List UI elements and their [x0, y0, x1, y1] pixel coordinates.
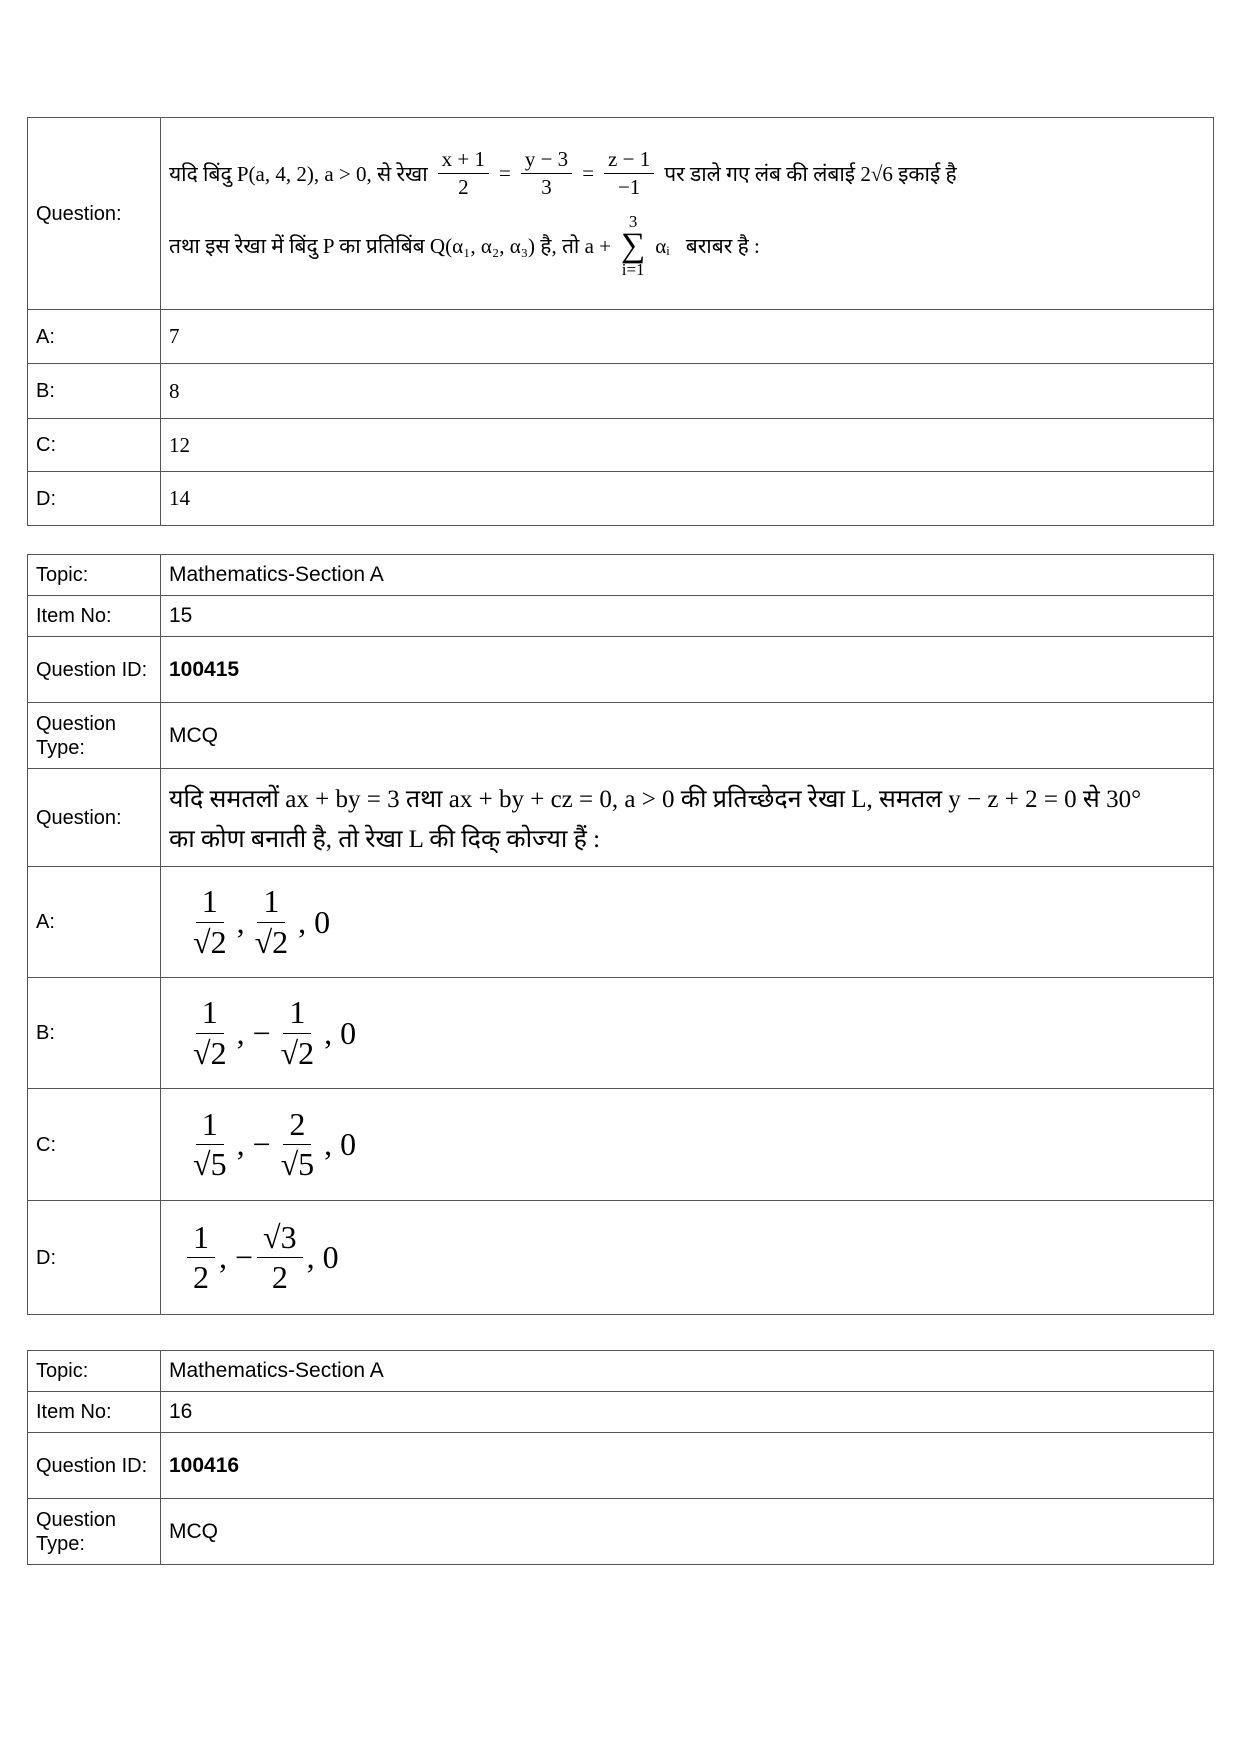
option-tail: , 0	[324, 1126, 357, 1162]
option-a-value	[161, 867, 1214, 978]
option-a-label: A:	[28, 867, 161, 978]
question-type-label: Question Type:	[28, 1499, 161, 1565]
question-id-value: 100415	[161, 637, 1214, 703]
option-a-value: 7	[161, 310, 1214, 364]
question-line-2	[169, 213, 1205, 279]
option-d-value: 14	[161, 472, 1214, 526]
fraction-numerator: 1	[196, 995, 224, 1033]
option-tail: , 0	[298, 903, 331, 940]
option-b-value: 8	[161, 364, 1214, 419]
question-text-part: बराबर है :	[685, 234, 760, 259]
fraction-numerator: x + 1	[438, 148, 489, 174]
equals-sign: =	[582, 161, 595, 185]
option-b-label: B:	[28, 978, 161, 1089]
fraction-denominator: √2	[193, 1034, 227, 1071]
equals-sign: =	[499, 161, 511, 185]
question-id-value: 100416	[161, 1433, 1214, 1499]
option-tail: , 0	[324, 1014, 357, 1051]
question-text	[161, 118, 1214, 310]
item-no-value: 15	[161, 596, 1214, 637]
fraction-denominator: −1	[617, 175, 641, 199]
summation-sign: ∑	[621, 227, 646, 265]
question-text	[161, 769, 1214, 867]
fraction-numerator: 2	[283, 1107, 311, 1145]
question-id-label: Question ID:	[28, 1433, 161, 1499]
fraction	[521, 148, 572, 199]
fraction	[187, 1220, 215, 1295]
fraction-numerator: √3	[257, 1220, 303, 1258]
separator: , −	[236, 1126, 271, 1162]
option-c-label: C:	[28, 419, 161, 472]
topic-label: Topic:	[28, 1351, 161, 1392]
option-tail: , 0	[306, 1239, 339, 1275]
question-line-1	[169, 148, 1205, 199]
question-line-1: यदि समतलों ax + by = 3 तथा ax + by + cz = 0, a > 0 की प्रतिच्छेदन रेखा L, समतल y − z + 2 = 0 से 30°	[169, 785, 1142, 813]
option-d-label: D:	[28, 472, 161, 526]
fraction-numerator: 1	[187, 1220, 215, 1258]
option-c-label: C:	[28, 1089, 161, 1201]
fraction-numerator: 1	[196, 884, 224, 922]
fraction-denominator: 2	[458, 175, 469, 199]
question-type-value: MCQ	[161, 1499, 1214, 1565]
fraction-denominator: 2	[193, 1259, 209, 1295]
fraction-denominator: √5	[193, 1146, 227, 1182]
item-no-label: Item No:	[28, 1392, 161, 1433]
topic-label: Topic:	[28, 555, 161, 596]
option-b-label: B:	[28, 364, 161, 419]
option-b-value	[161, 978, 1214, 1089]
fraction-denominator: 2	[271, 1259, 288, 1295]
fraction	[275, 995, 321, 1070]
question-line-2: का कोण बनाती है, तो रेखा L की दिक् कोज्या हैं :	[169, 825, 601, 853]
fraction-numerator: 1	[283, 995, 311, 1033]
fraction-numerator: z − 1	[604, 148, 654, 174]
fraction	[249, 884, 295, 959]
separator: , −	[219, 1239, 254, 1275]
fraction	[438, 148, 489, 199]
fraction-numerator: 1	[257, 884, 285, 922]
fraction	[257, 1220, 303, 1295]
question-id-label: Question ID:	[28, 637, 161, 703]
option-d-value	[161, 1201, 1214, 1315]
question-type-label: Question Type:	[28, 703, 161, 769]
summation	[621, 213, 645, 279]
summation-upper-limit: 3	[628, 212, 638, 232]
fraction-numerator: 1	[196, 1107, 224, 1145]
question-text-part: तथा इस रेखा में बिंदु P का प्रतिबिंब Q(α₁, α₂, α₃) है, तो a +	[169, 234, 612, 259]
question-type-value: MCQ	[161, 703, 1214, 769]
summation-lower-limit: i=1	[621, 260, 645, 280]
option-c-value: 12	[161, 419, 1214, 472]
option-d-label: D:	[28, 1201, 161, 1315]
topic-value: Mathematics-Section A	[161, 555, 1214, 596]
question-table-14	[27, 117, 1214, 526]
topic-value: Mathematics-Section A	[161, 1351, 1214, 1392]
summation-term: αᵢ	[655, 233, 670, 258]
question-table-16	[27, 1350, 1214, 1565]
fraction	[604, 148, 654, 199]
item-no-label: Item No:	[28, 596, 161, 637]
separator: ,	[236, 903, 245, 940]
option-c-value	[161, 1089, 1214, 1201]
question-table-15	[27, 554, 1214, 1315]
fraction-denominator: √2	[193, 923, 227, 960]
question-text-part: पर डाले गए लंब की लंबाई 2√6 इकाई है	[664, 161, 957, 186]
fraction-denominator: √2	[254, 923, 289, 960]
fraction	[187, 884, 233, 959]
separator: , −	[236, 1014, 271, 1051]
fraction-numerator: y − 3	[521, 148, 572, 174]
fraction	[275, 1107, 321, 1182]
fraction-denominator: √5	[280, 1146, 315, 1182]
question-label: Question:	[28, 118, 161, 310]
fraction	[187, 1107, 233, 1182]
option-a-label: A:	[28, 310, 161, 364]
question-label: Question:	[28, 769, 161, 867]
fraction-denominator: 3	[541, 175, 552, 199]
question-text-part: यदि बिंदु P(a, 4, 2), a > 0, से रेखा	[169, 161, 428, 186]
fraction-denominator: √2	[280, 1034, 315, 1071]
fraction	[187, 995, 233, 1070]
item-no-value: 16	[161, 1392, 1214, 1433]
